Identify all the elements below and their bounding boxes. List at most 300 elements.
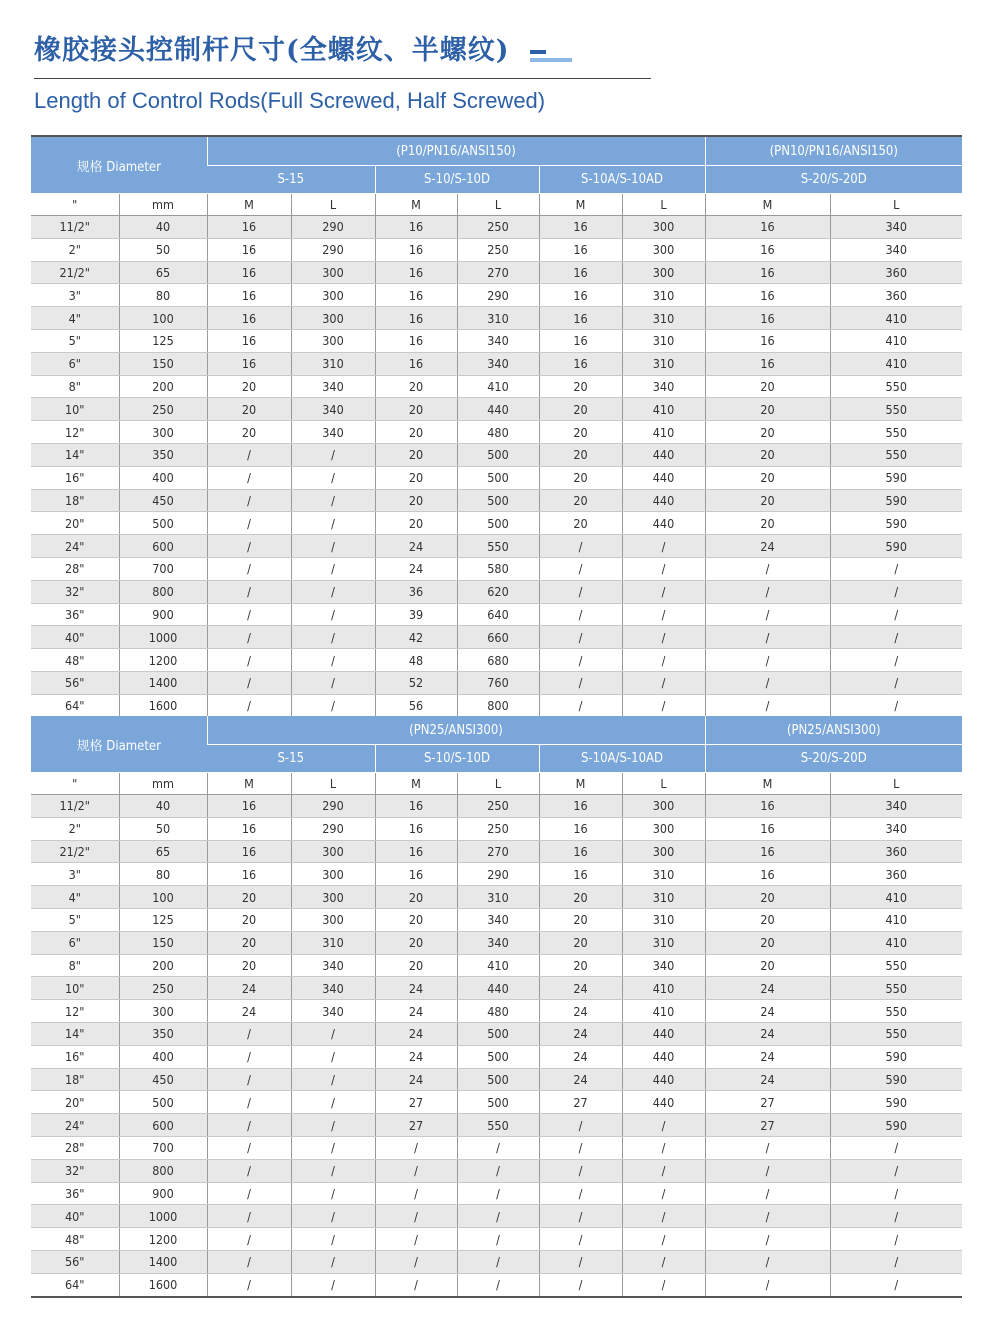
table-cell: /	[291, 626, 375, 649]
table-row	[31, 1205, 962, 1228]
pressure-group-header: (PN25/ANSI300)	[207, 716, 705, 745]
unit-header: M	[705, 773, 830, 795]
table-cell: 310	[291, 352, 375, 375]
pressure-group-header: (PN25/ANSI300)	[705, 716, 962, 745]
table-cell: 16	[375, 284, 457, 307]
table-cell: 340	[457, 931, 539, 954]
table-cell: 125	[119, 908, 207, 931]
table-cell: 36	[375, 580, 457, 603]
table-cell: /	[291, 535, 375, 558]
table-cell: 28"	[31, 557, 119, 580]
table-cell: 20	[375, 489, 457, 512]
table-cell: 16	[705, 238, 830, 261]
table-row	[31, 671, 962, 694]
table-cell: 440	[622, 512, 705, 535]
table-cell: 20	[207, 398, 291, 421]
table-cell: 16	[207, 840, 291, 863]
table-cell: 16	[705, 817, 830, 840]
table-cell: 27	[539, 1091, 622, 1114]
table-cell: 24	[375, 557, 457, 580]
table-cell: 590	[830, 1045, 962, 1068]
table-row	[31, 886, 962, 909]
table-row	[31, 261, 962, 284]
table-cell: /	[539, 603, 622, 626]
table-cell: 760	[457, 671, 539, 694]
table-cell: /	[375, 1250, 457, 1273]
table-cell: 8"	[31, 375, 119, 398]
table-cell: 16	[705, 352, 830, 375]
table-row	[31, 626, 962, 649]
table-cell: /	[705, 626, 830, 649]
unit-header: L	[291, 773, 375, 795]
model-header: S-15	[207, 745, 375, 773]
table-cell: 550	[457, 535, 539, 558]
table-cell: 300	[119, 421, 207, 444]
unit-header: L	[457, 773, 539, 795]
table-row	[31, 817, 962, 840]
table-cell: /	[291, 1250, 375, 1273]
table-cell: 24"	[31, 535, 119, 558]
table-cell: 590	[830, 1114, 962, 1137]
table-cell: /	[705, 1159, 830, 1182]
table-header-row	[31, 716, 962, 745]
table-row	[31, 1273, 962, 1296]
table-cell: /	[291, 557, 375, 580]
table-cell: 48"	[31, 1228, 119, 1251]
table-cell: /	[622, 580, 705, 603]
unit-header: L	[830, 194, 962, 216]
table-cell: /	[622, 1182, 705, 1205]
unit-header: L	[457, 194, 539, 216]
table-cell: 340	[830, 817, 962, 840]
table-row	[31, 977, 962, 1000]
table-cell: /	[830, 671, 962, 694]
table-cell: /	[207, 512, 291, 535]
table-cell: /	[539, 1182, 622, 1205]
table-cell: /	[622, 1114, 705, 1137]
table-cell: 600	[119, 1114, 207, 1137]
table-cell: 20	[207, 375, 291, 398]
table-cell: 20"	[31, 1091, 119, 1114]
table-cell: /	[291, 671, 375, 694]
table-cell: 580	[457, 557, 539, 580]
table-cell: /	[830, 1136, 962, 1159]
table-cell: /	[705, 1228, 830, 1251]
table-cell: 20	[207, 886, 291, 909]
table-cell: 80	[119, 863, 207, 886]
table-cell: 360	[830, 863, 962, 886]
table-row	[31, 466, 962, 489]
table-cell: /	[375, 1182, 457, 1205]
table-cell: 480	[457, 1000, 539, 1023]
table-cell: 20	[375, 908, 457, 931]
table-cell: 360	[830, 261, 962, 284]
table-cell: 500	[457, 1045, 539, 1068]
table-cell: 16	[207, 284, 291, 307]
table-cell: 16	[705, 840, 830, 863]
table-cell: 500	[119, 512, 207, 535]
table-cell: /	[207, 580, 291, 603]
table-cell: 410	[622, 1000, 705, 1023]
table-cell: 20	[375, 398, 457, 421]
table-row	[31, 649, 962, 672]
table-cell: 20	[375, 443, 457, 466]
table-cell: 20	[705, 443, 830, 466]
table-cell: /	[207, 557, 291, 580]
table-row	[31, 1045, 962, 1068]
table-cell: 20	[705, 466, 830, 489]
table-cell: 28"	[31, 1136, 119, 1159]
table-cell: /	[207, 649, 291, 672]
table-cell: 20"	[31, 512, 119, 535]
table-cell: 500	[457, 512, 539, 535]
table-cell: 16	[207, 329, 291, 352]
table-cell: 24	[705, 1022, 830, 1045]
table-cell: 20	[705, 375, 830, 398]
table-row	[31, 580, 962, 603]
table-cell: /	[539, 626, 622, 649]
table-cell: 620	[457, 580, 539, 603]
table-cell: 500	[457, 466, 539, 489]
table-cell: 410	[622, 977, 705, 1000]
unit-header: M	[539, 194, 622, 216]
table-cell: 310	[457, 307, 539, 330]
table-row	[31, 1000, 962, 1023]
table-cell: /	[207, 1182, 291, 1205]
unit-header: mm	[119, 194, 207, 216]
table-cell: /	[705, 649, 830, 672]
table-cell: 500	[457, 489, 539, 512]
table-cell: 310	[622, 908, 705, 931]
table-cell: /	[830, 1205, 962, 1228]
table-row	[31, 840, 962, 863]
table-cell: 20	[539, 512, 622, 535]
table-cell: 5"	[31, 908, 119, 931]
table-cell: 440	[622, 489, 705, 512]
page-title-en: Length of Control Rods(Full Screwed, Half Screwed)	[34, 88, 546, 113]
table-cell: 20	[375, 421, 457, 444]
model-header: S-20/S-20D	[705, 745, 962, 773]
table-cell: 24	[539, 1045, 622, 1068]
table-cell: 20	[539, 489, 622, 512]
table-cell: 340	[457, 908, 539, 931]
table-cell: /	[622, 557, 705, 580]
table-cell: /	[705, 1250, 830, 1273]
model-header: S-15	[207, 166, 375, 194]
table-cell: 10"	[31, 398, 119, 421]
table-cell: /	[830, 1273, 962, 1296]
table-cell: /	[539, 1250, 622, 1273]
unit-header: L	[622, 194, 705, 216]
table-cell: 20	[705, 398, 830, 421]
table-cell: 16	[375, 817, 457, 840]
table-cell: 24	[375, 1068, 457, 1091]
unit-header: mm	[119, 773, 207, 795]
table-row	[31, 443, 962, 466]
table-cell: /	[622, 649, 705, 672]
table-row	[31, 512, 962, 535]
model-header: S-10/S-10D	[375, 166, 539, 194]
table-cell: 250	[457, 216, 539, 239]
table-cell: 64"	[31, 1273, 119, 1296]
table-cell: /	[457, 1182, 539, 1205]
table-cell: 24	[375, 1045, 457, 1068]
table-cell: 500	[457, 1068, 539, 1091]
table-row	[31, 216, 962, 239]
table-cell: /	[705, 557, 830, 580]
table-cell: 550	[830, 1022, 962, 1045]
table-cell: /	[705, 1205, 830, 1228]
title-decoration-icon	[530, 50, 572, 62]
table-cell: /	[457, 1228, 539, 1251]
table-cell: 410	[830, 352, 962, 375]
table-cell: 340	[830, 216, 962, 239]
table-cell: 24	[375, 1000, 457, 1023]
table-cell: 4"	[31, 886, 119, 909]
table-cell: /	[457, 1205, 539, 1228]
table-cell: 290	[457, 863, 539, 886]
table-cell: 21/2"	[31, 261, 119, 284]
table-row	[31, 1182, 962, 1205]
title-divider	[34, 78, 651, 79]
table-cell: 300	[622, 238, 705, 261]
table-units-row	[31, 194, 962, 216]
table-cell: 440	[622, 1045, 705, 1068]
table-cell: 24	[705, 1000, 830, 1023]
table-row	[31, 1091, 962, 1114]
table-cell: 56"	[31, 671, 119, 694]
table-cell: 16	[207, 261, 291, 284]
table-cell: 100	[119, 307, 207, 330]
table-cell: 350	[119, 443, 207, 466]
table-cell: 550	[830, 1000, 962, 1023]
table-cell: 50	[119, 817, 207, 840]
table-cell: 300	[291, 840, 375, 863]
table-cell: 16	[539, 840, 622, 863]
table-cell: 310	[622, 931, 705, 954]
table-cell: 410	[830, 908, 962, 931]
table-cell: 16	[375, 216, 457, 239]
table-cell: /	[830, 1182, 962, 1205]
table-cell: /	[830, 626, 962, 649]
table-cell: 150	[119, 352, 207, 375]
table-cell: /	[375, 1136, 457, 1159]
table-cell: 16	[375, 238, 457, 261]
table-cell: 20	[539, 375, 622, 398]
table-cell: 680	[457, 649, 539, 672]
table-cell: /	[705, 694, 830, 717]
table-cell: 24	[207, 977, 291, 1000]
table-cell: /	[207, 603, 291, 626]
table-cell: 300	[291, 307, 375, 330]
table-row	[31, 931, 962, 954]
table-cell: 16	[207, 238, 291, 261]
table-row	[31, 1068, 962, 1091]
table-cell: /	[291, 580, 375, 603]
table-cell: 16	[207, 352, 291, 375]
table-cell: 52	[375, 671, 457, 694]
table-cell: 300	[622, 216, 705, 239]
table-cell: /	[622, 1136, 705, 1159]
table-cell: 1600	[119, 694, 207, 717]
table-cell: /	[830, 1159, 962, 1182]
table-cell: 410	[457, 954, 539, 977]
table-cell: /	[457, 1136, 539, 1159]
unit-header: L	[830, 773, 962, 795]
table-cell: 12"	[31, 1000, 119, 1023]
table-cell: 16	[705, 795, 830, 818]
table-cell: /	[375, 1159, 457, 1182]
table-cell: 800	[457, 694, 539, 717]
table-cell: /	[207, 1228, 291, 1251]
table-cell: 16	[705, 216, 830, 239]
table-cell: /	[291, 1205, 375, 1228]
table-cell: /	[291, 1159, 375, 1182]
table-cell: 440	[457, 398, 539, 421]
table-cell: 340	[457, 352, 539, 375]
table-cell: /	[622, 626, 705, 649]
table-cell: 16	[375, 352, 457, 375]
table-cell: 300	[291, 284, 375, 307]
table-cell: /	[830, 694, 962, 717]
table-cell: 340	[291, 375, 375, 398]
table-cell: 660	[457, 626, 539, 649]
table-cell: /	[539, 1136, 622, 1159]
table-cell: 16"	[31, 1045, 119, 1068]
table-cell: 16	[539, 863, 622, 886]
table-cell: 16	[207, 817, 291, 840]
table-cell: 550	[830, 443, 962, 466]
table-cell: 20	[375, 466, 457, 489]
table-cell: 20	[539, 931, 622, 954]
table-cell: 550	[830, 375, 962, 398]
table-cell: 590	[830, 1091, 962, 1114]
table-cell: 40	[119, 216, 207, 239]
unit-header: M	[207, 773, 291, 795]
table-cell: /	[207, 1205, 291, 1228]
table-cell: 16	[375, 307, 457, 330]
table-cell: 10"	[31, 977, 119, 1000]
table-cell: 3"	[31, 863, 119, 886]
table-cell: 590	[830, 466, 962, 489]
table-cell: 360	[830, 284, 962, 307]
table-cell: 24	[539, 1068, 622, 1091]
table-cell: 24	[705, 977, 830, 1000]
table-cell: 16	[375, 329, 457, 352]
table-cell: 500	[119, 1091, 207, 1114]
spec-table-2	[31, 716, 962, 1298]
table-cell: /	[830, 603, 962, 626]
table-cell: 1600	[119, 1273, 207, 1296]
table-cell: 800	[119, 580, 207, 603]
table-cell: 360	[830, 840, 962, 863]
table-cell: 20	[705, 512, 830, 535]
table-row	[31, 284, 962, 307]
table-cell: 300	[291, 329, 375, 352]
table-cell: 20	[375, 954, 457, 977]
table-cell: 20	[705, 908, 830, 931]
table-cell: /	[830, 649, 962, 672]
table-cell: /	[539, 580, 622, 603]
table-cell: 340	[291, 421, 375, 444]
table-cell: 24	[375, 977, 457, 1000]
table-row	[31, 398, 962, 421]
table-row	[31, 1022, 962, 1045]
table-cell: 16	[539, 329, 622, 352]
table-cell: 56	[375, 694, 457, 717]
table-cell: 16	[375, 261, 457, 284]
table-row	[31, 329, 962, 352]
table-cell: 16	[705, 284, 830, 307]
table-cell: 80	[119, 284, 207, 307]
table-cell: 16	[207, 863, 291, 886]
table-cell: /	[539, 535, 622, 558]
table-cell: 480	[457, 421, 539, 444]
table-cell: 500	[457, 1091, 539, 1114]
diameter-header: 规格 Diameter	[31, 136, 207, 194]
table-cell: 14"	[31, 1022, 119, 1045]
table-cell: /	[457, 1250, 539, 1273]
table-cell: 1200	[119, 649, 207, 672]
table-cell: /	[207, 1091, 291, 1114]
table-cell: 16	[705, 329, 830, 352]
table-cell: /	[622, 1273, 705, 1296]
table-row	[31, 863, 962, 886]
table-cell: 16	[539, 216, 622, 239]
table-cell: 5"	[31, 329, 119, 352]
table-cell: 310	[622, 352, 705, 375]
table-row	[31, 1250, 962, 1273]
table-cell: /	[705, 1136, 830, 1159]
table-cell: 250	[119, 398, 207, 421]
table-cell: /	[539, 694, 622, 717]
table-cell: /	[291, 1273, 375, 1296]
table-row	[31, 375, 962, 398]
table-cell: /	[539, 1205, 622, 1228]
table-cell: /	[207, 535, 291, 558]
table-cell: 1000	[119, 626, 207, 649]
table-cell: /	[207, 1114, 291, 1137]
table-cell: /	[622, 694, 705, 717]
model-header: S-10A/S-10AD	[539, 166, 705, 194]
table-cell: 39	[375, 603, 457, 626]
table-cell: 440	[622, 1091, 705, 1114]
table-cell: 16	[539, 284, 622, 307]
table-cell: /	[705, 1273, 830, 1296]
table-row	[31, 603, 962, 626]
table-cell: 24	[375, 535, 457, 558]
table-cell: /	[539, 1228, 622, 1251]
table-cell: 16	[375, 863, 457, 886]
table-row	[31, 307, 962, 330]
table-cell: 24	[207, 1000, 291, 1023]
table-cell: /	[539, 671, 622, 694]
table-cell: 340	[457, 329, 539, 352]
table-cell: 450	[119, 489, 207, 512]
table-row	[31, 1159, 962, 1182]
table-cell: /	[539, 649, 622, 672]
table-cell: 4"	[31, 307, 119, 330]
table-cell: /	[539, 1114, 622, 1137]
table-cell: 16	[539, 307, 622, 330]
table-cell: 1400	[119, 671, 207, 694]
table-cell: 16"	[31, 466, 119, 489]
table-row	[31, 421, 962, 444]
table-cell: 410	[457, 375, 539, 398]
table-cell: 400	[119, 466, 207, 489]
table-cell: 6"	[31, 352, 119, 375]
table-cell: 300	[291, 886, 375, 909]
